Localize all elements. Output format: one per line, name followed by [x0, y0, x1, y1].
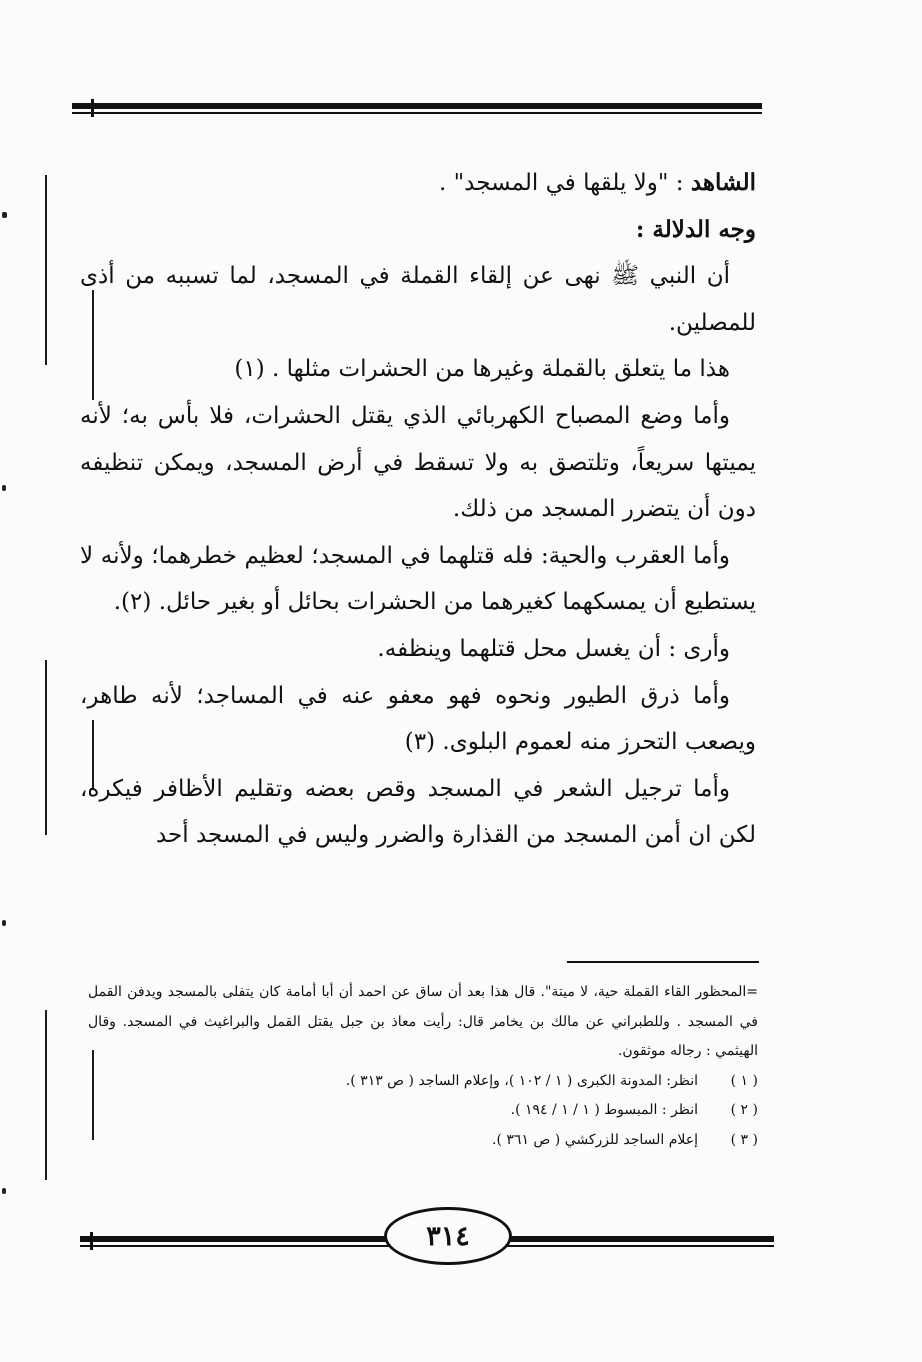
footnote-number: ( ٢ ): [730, 1102, 758, 1118]
footnote-text: انظر : المبسوط ( ١ / ١ / ١٩٤ ).: [510, 1102, 698, 1118]
scan-margin-bar: [45, 1010, 47, 1180]
paragraph: وأما وضع المصباح الكهربائي الذي يقتل الحشرات، فلا بأس به؛ لأنه يميتها سريعاً، وتلتصق به ولا تسقط في أرض المسجد، ويمكن تنظيفه دون أن يتضرر المسجد من ذلك.: [80, 402, 756, 523]
scan-speck: [2, 485, 6, 491]
shahid-label: الشاهد: [690, 169, 756, 196]
shahid-line: [80, 160, 756, 207]
footnote: [88, 1126, 758, 1156]
footnote-number: ( ١ ): [730, 1072, 758, 1089]
page-number: ٣١٤: [426, 1220, 470, 1252]
header-rule-tick: [91, 99, 94, 117]
footnotes: [88, 978, 758, 1155]
scan-speck: [2, 1188, 6, 1194]
footnote-text: إعلام الساجد للزركشي ( ص ٣٦١ ).: [492, 1131, 698, 1148]
shahid-quote: : "ولا يلقها في المسجد" .: [438, 170, 691, 196]
footnote-text: انظر: المدونة الكبرى ( ١ / ١٠٢ )، وإعلام الساجد ( ص ٣١٣ ).: [345, 1072, 698, 1089]
scan-margin-bar: [45, 660, 47, 835]
footnote-separator: [567, 961, 759, 963]
header-rule-thin: [72, 112, 762, 114]
scan-margin-bar: [45, 175, 47, 365]
scan-speck: [2, 920, 6, 926]
page-number-badge: [384, 1207, 512, 1265]
footer-rule-tick: [90, 1232, 93, 1250]
footnote-continuation: =المحظور القاء القملة حية، لا ميتة". قال هذا بعد أن ساق عن احمد أن أبا أمامة كان يتفلى بالمسجد ويدفن القمل في المسجد . وللطبراني عن مالك بن يخامر قال: رأيت معاذ بن جبل يقتل القمل والبراغيث في المسجد. وقال الهيثمي : رجاله موثقون.: [88, 984, 758, 1059]
paragraph: وأما ترجيل الشعر في المسجد وقص بعضه وتقليم الأظافر فيكره، لكن ان أمن المسجد من القذارة والضرر وليس في المسجد أحد: [80, 775, 756, 849]
main-text: [80, 160, 756, 859]
paragraph: هذا ما يتعلق بالقملة وغيرها من الحشرات مثلها . (١): [234, 356, 730, 383]
footnote-number: ( ٣ ): [730, 1131, 758, 1148]
footnote: [88, 1096, 758, 1126]
scan-speck: [2, 212, 7, 218]
paragraph: وأما ذرق الطيور ونحوه فهو معفو عنه في المساجد؛ لأنه طاهر، ويصعب التحرز منه لعموم البلوى. (٣): [80, 682, 756, 756]
section-heading: وجه الدلالة :: [635, 215, 756, 243]
paragraph: وأما العقرب والحية: فله قتلهما في المسجد؛ لعظيم خطرهما؛ ولأنه لا يستطيع أن يمسكهما كغيرهما من الحشرات بحائل أو بغير حائل. (٢).: [80, 542, 756, 616]
paragraph: وأرى : أن يغسل محل قتلهما وينظفه.: [377, 635, 730, 662]
paragraph: أن النبي ﷺ نهى عن إلقاء القملة في المسجد، لما تسببه من أذى للمصلين.: [80, 263, 756, 336]
footnote: [88, 1067, 758, 1097]
header-rule: [72, 103, 762, 109]
